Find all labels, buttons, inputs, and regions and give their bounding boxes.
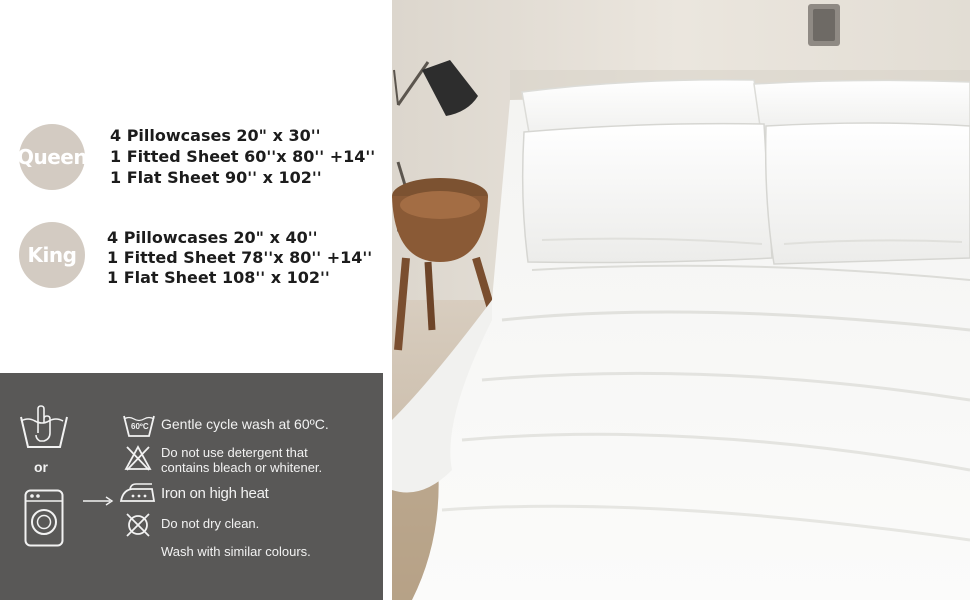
size-info-panel — [0, 0, 392, 600]
no-bleach-icon — [124, 444, 152, 472]
queen-badge — [16, 124, 88, 190]
iron-instruction: Iron on high heat — [161, 485, 269, 502]
queen-pillowcases: 4 Pillowcases 20" x 30'' — [110, 126, 321, 145]
wash-instruction: Gentle cycle wash at 60ºC. — [161, 416, 329, 432]
arrow-icon — [82, 496, 114, 506]
iron-high-heat-icon — [118, 481, 156, 503]
care-instructions-panel — [0, 373, 383, 600]
wash-temp-label: 60ºC — [131, 422, 149, 431]
queen-fitted-sheet: 1 Fitted Sheet 60''x 80'' +14'' — [110, 147, 376, 166]
queen-flat-sheet: 1 Flat Sheet 90'' x 102'' — [110, 168, 322, 187]
king-badge — [19, 222, 85, 288]
washing-machine-icon — [24, 489, 64, 547]
bleach-instruction-line2: contains bleach or whitener. — [161, 460, 323, 475]
no-dry-clean-icon — [124, 511, 152, 539]
king-flat-sheet: 1 Flat Sheet 108'' x 102'' — [107, 268, 330, 287]
king-badge-label: King — [27, 243, 77, 267]
queen-badge-label: Queen — [16, 145, 88, 169]
bed-photo — [392, 0, 970, 600]
king-pillowcases: 4 Pillowcases 20" x 40'' — [107, 228, 318, 247]
dry-clean-instruction: Do not dry clean. — [161, 516, 260, 531]
hand-wash-icon — [18, 403, 70, 449]
bleach-instruction-line1: Do not use detergent that — [161, 445, 308, 460]
king-fitted-sheet: 1 Fitted Sheet 78''x 80'' +14'' — [107, 248, 373, 267]
or-label: or — [34, 459, 48, 475]
colour-instruction: Wash with similar colours. — [161, 544, 311, 559]
